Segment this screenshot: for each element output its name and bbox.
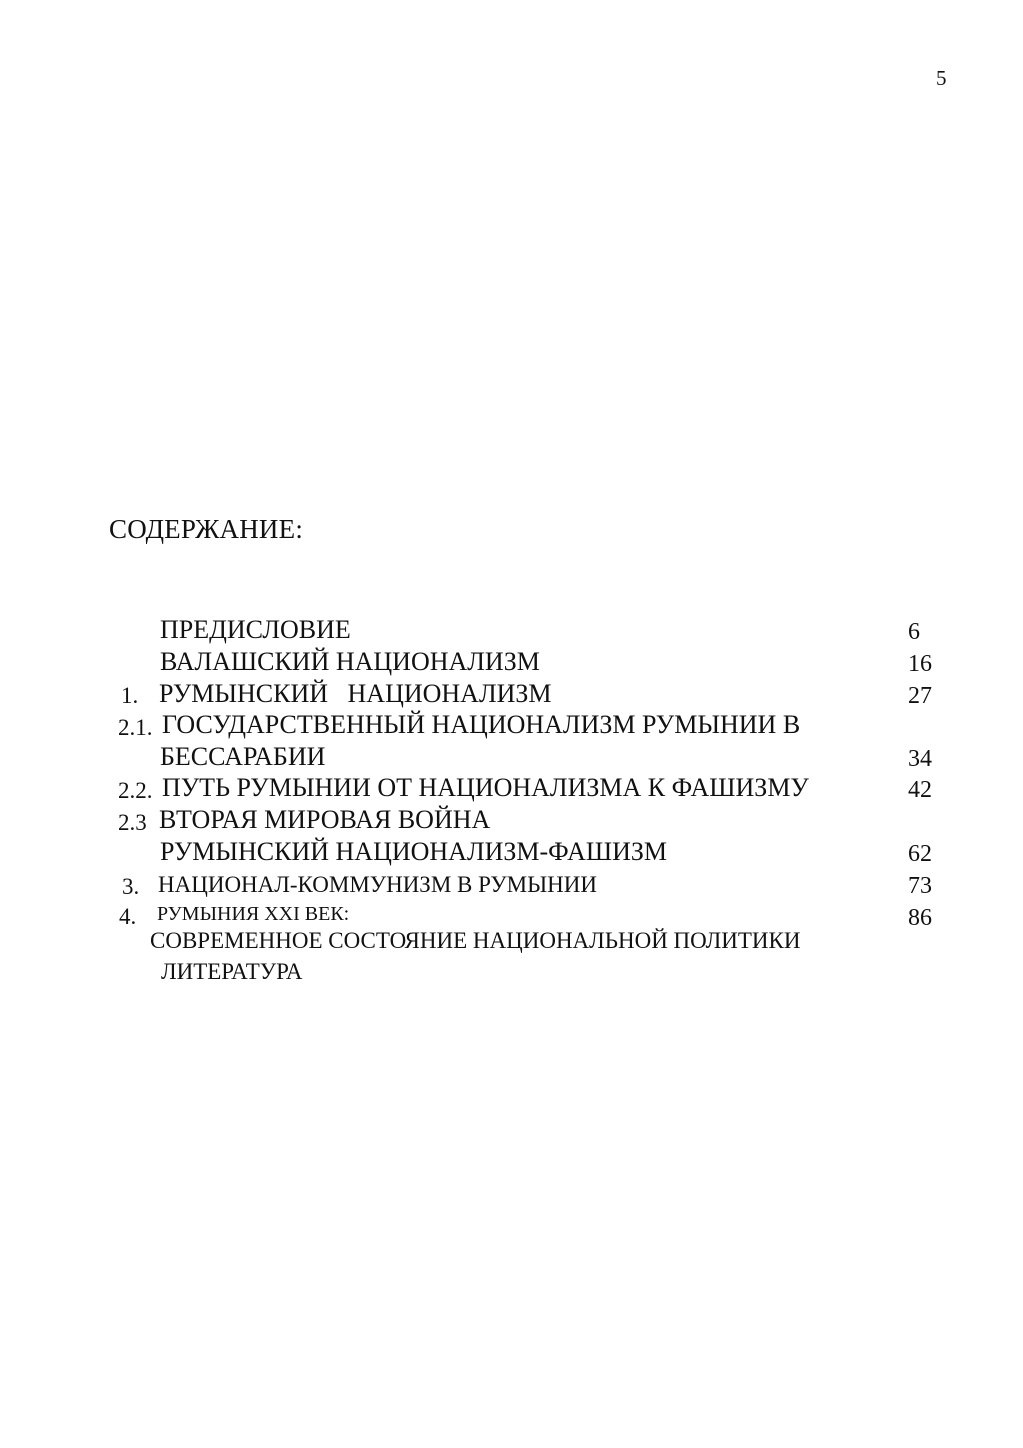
toc-entry-title: РУМЫНСКИЙ НАЦИОНАЛИЗМ-ФАШИЗМ: [160, 837, 667, 866]
toc-entry-page: 34: [908, 746, 932, 772]
toc-entry-title: СОВРЕМЕННОЕ СОСТОЯНИЕ НАЦИОНАЛЬНОЙ ПОЛИТИКИ: [150, 928, 801, 953]
toc-entry-page: 62: [908, 841, 932, 867]
toc-entry-page: 16: [908, 651, 932, 677]
toc-entry-page: 73: [908, 873, 932, 899]
toc-entry-number: 4.: [119, 904, 137, 929]
toc-entry-title: ЛИТЕРАТУРА: [161, 959, 303, 984]
toc-entry-page: 86: [908, 905, 932, 931]
toc-entry-title: РУМЫНИЯ XXI ВЕК:: [157, 903, 350, 925]
toc-entry-page: 27: [908, 683, 932, 709]
toc-entry-page: 6: [908, 619, 920, 645]
toc-heading: СОДЕРЖАНИЕ:: [109, 514, 304, 544]
toc-entry-number: 3.: [122, 874, 140, 899]
toc-entry-number: 1.: [121, 683, 139, 708]
toc-entry-page: 42: [908, 777, 932, 803]
toc-entry-number: 2.1.: [118, 715, 153, 740]
toc-entry-title: ПРЕДИСЛОВИЕ: [160, 615, 351, 644]
toc-entry-title: ПУТЬ РУМЫНИИ ОТ НАЦИОНАЛИЗМА К ФАШИЗМУ: [162, 773, 809, 802]
toc-entry-number: 2.3: [118, 810, 147, 835]
toc-entry-title: БЕССАРАБИИ: [160, 742, 326, 771]
toc-entry-number: 2.2.: [118, 778, 153, 803]
toc-entry-title: ГОСУДАРСТВЕННЫЙ НАЦИОНАЛИЗМ РУМЫНИИ В: [162, 710, 801, 739]
toc-entry-title: РУМЫНСКИЙ НАЦИОНАЛИЗМ: [159, 679, 552, 708]
toc-entry-title: ВАЛАШСКИЙ НАЦИОНАЛИЗМ: [160, 647, 540, 676]
toc-entry-title: НАЦИОНАЛ-КОММУНИЗМ В РУМЫНИИ: [158, 872, 597, 897]
page-number: 5: [936, 66, 947, 90]
toc-entry-title: ВТОРАЯ МИРОВАЯ ВОЙНА: [159, 805, 491, 834]
